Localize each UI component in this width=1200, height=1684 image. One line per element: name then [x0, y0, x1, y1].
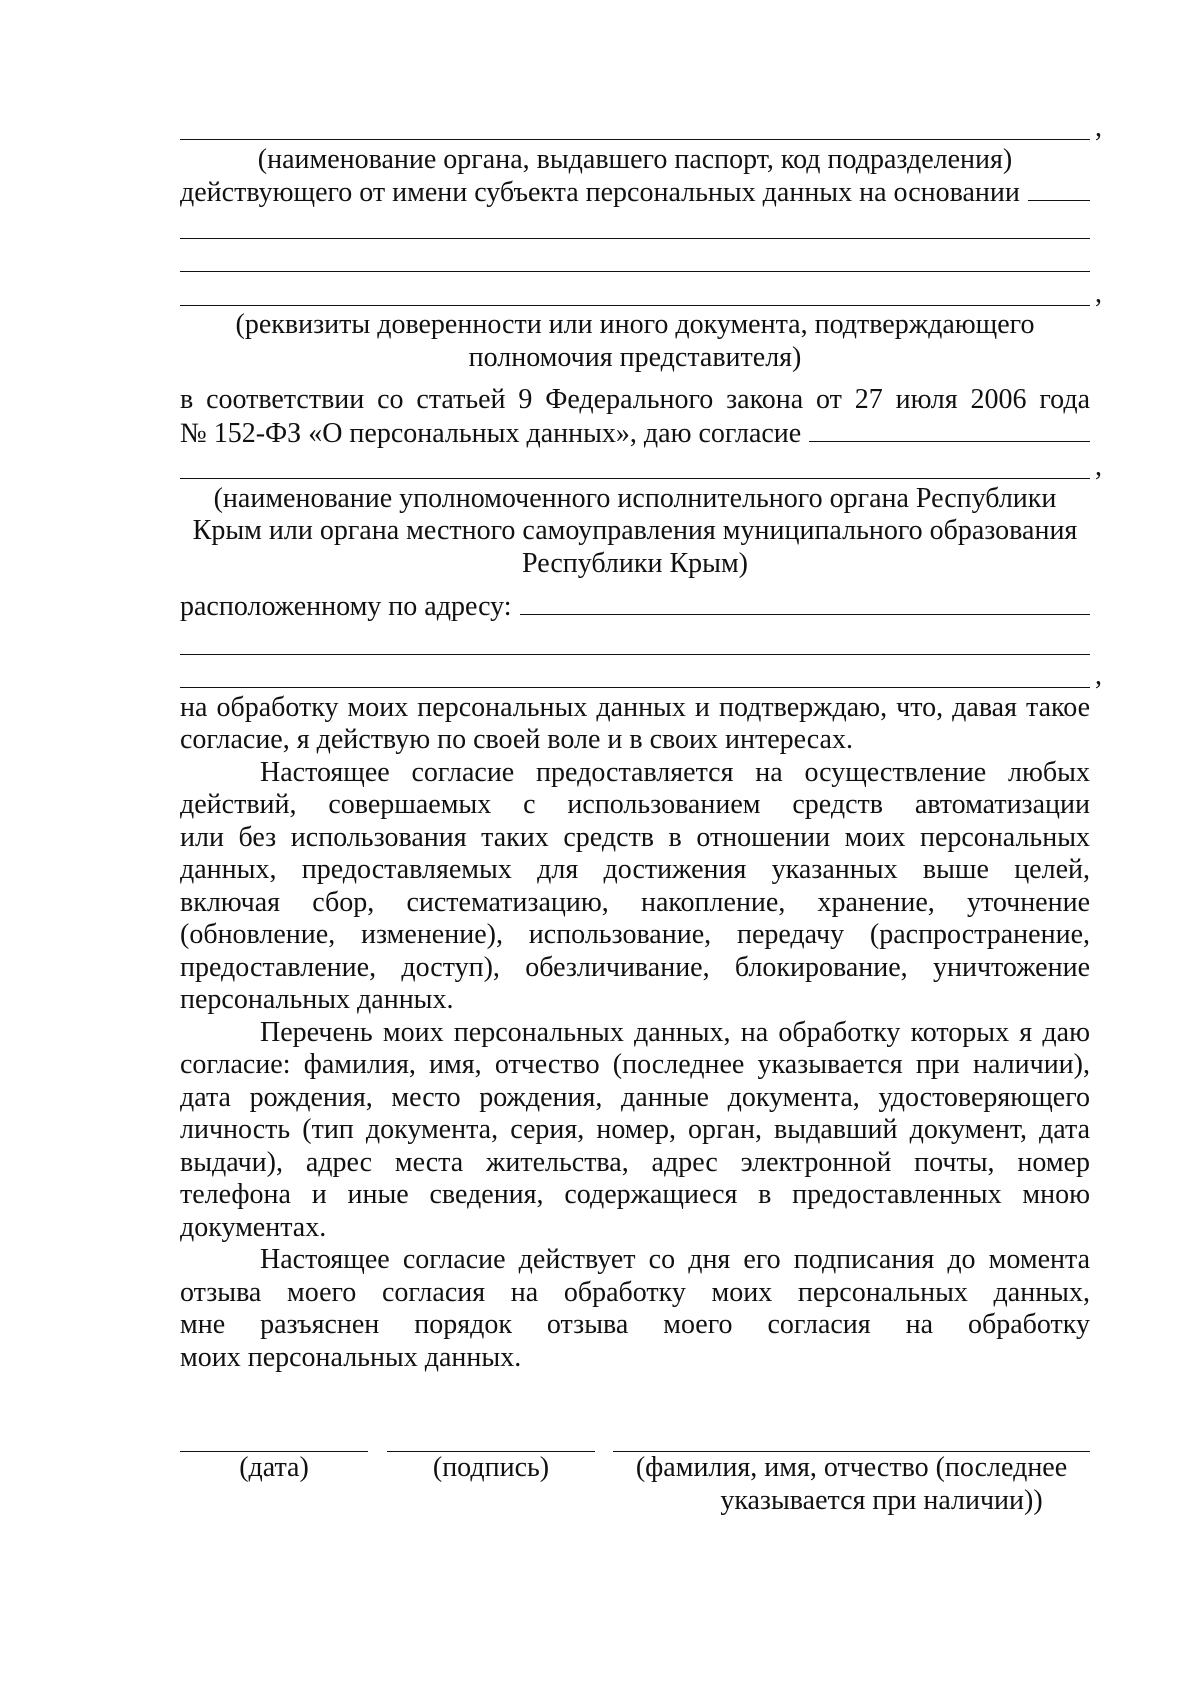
body-p2-line-3: или без использования таких средств в отношении моих персональных	[180, 821, 1090, 853]
body-p3-line-4: личность (тип документа, серия, номер, орган, выдавший документ, дата	[180, 1114, 1090, 1145]
body-p4-line-1: Настоящее согласие действует со дня его подписания до момента	[260, 1244, 1090, 1275]
authority-caption-1: (наименование уполномоченного исполнительного органа Республики	[213, 482, 1057, 514]
power-of-attorney-blank-3[interactable]	[180, 276, 1102, 309]
body-p1-line-1: на обработку моих персональных данных и подтверждаю, что, давая такое	[180, 691, 1090, 723]
acting-basis-blank[interactable]	[1028, 176, 1090, 201]
consent-given-label: № 152-ФЗ «О персональных данных», даю согласие	[180, 417, 802, 449]
authority-name-blank-1[interactable]	[809, 417, 1090, 442]
authority-caption-3: Республики Крым)	[522, 547, 748, 579]
acting-basis-label: действующего от имени субъекта персональных данных на основании	[180, 177, 1020, 208]
address-blank-2[interactable]	[180, 625, 1090, 655]
authority-name-blank-2[interactable]	[180, 449, 1102, 482]
body-p3-line-6: телефона и иные сведения, содержащиеся в предоставленных мною	[180, 1179, 1090, 1210]
address-blank-3[interactable]	[180, 658, 1102, 691]
authority-caption-2: Крым или органа местного самоуправления муниципального образования	[192, 515, 1078, 546]
address-label: расположенному по адресу:	[180, 591, 512, 622]
signature-caption: (подпись)	[432, 1452, 550, 1483]
rule-comma: ,	[1095, 277, 1102, 309]
consent-given-line	[180, 417, 1090, 450]
power-of-attorney-caption-2: полномочия представителя)	[468, 341, 802, 373]
body-p2-line-2: действий, совершаемых с использованием средств автоматизации	[180, 789, 1090, 820]
body-p2-line-8: персональных данных.	[180, 984, 454, 1015]
body-p3-line-7: документах.	[180, 1211, 327, 1243]
body-p2-line-7: предоставление, доступ), обезличивание, блокирование, уничтожение	[180, 951, 1090, 983]
body-p2-line-1: Настоящее согласие предоставляется на осуществление любых	[260, 756, 1090, 788]
power-of-attorney-blank-1[interactable]	[180, 209, 1090, 239]
power-of-attorney-blank-2[interactable]	[180, 242, 1090, 272]
consent-form-page	[180, 110, 1102, 1522]
passport-issuer-blank[interactable]	[180, 110, 1102, 143]
full-name-caption-line-1: (фамилия, имя, отчество (последнее	[635, 1452, 1068, 1483]
full-name-caption	[613, 1452, 1090, 1517]
body-p2-line-4: данных, предоставляемых для достижения указанных выше целей,	[180, 854, 1090, 885]
rule-comma: ,	[1095, 112, 1102, 143]
rule-comma: ,	[1095, 451, 1102, 482]
body-p4-line-2: отзыва моего согласия на обработку моих персональных данных,	[180, 1276, 1090, 1308]
address-blank-1[interactable]	[520, 590, 1090, 615]
passport-issuer-caption: (наименование органа, выдавшего паспорт, код подразделения)	[257, 143, 1013, 175]
rule-comma: ,	[1095, 660, 1102, 691]
acting-basis-line	[180, 176, 1090, 209]
full-name-caption-line-2: указывается при наличии))	[720, 1484, 1043, 1516]
body-p3-line-3: дата рождения, место рождения, данные документа, удостоверяющего	[180, 1081, 1090, 1113]
date-caption: (дата)	[239, 1452, 309, 1483]
body-p4-line-3: мне разъяснен порядок отзыва моего согласия на обработку	[180, 1309, 1090, 1340]
body-p1-line-2: согласие, я действую по своей воле и в своих интересах.	[180, 724, 853, 755]
signature-row	[180, 1392, 1090, 1452]
body-p2-line-5: включая сбор, систематизацию, накопление, хранение, уточнение	[180, 886, 1090, 918]
signature-captions	[180, 1452, 1090, 1522]
body-p3-line-1: Перечень моих персональных данных, на обработку которых я даю	[260, 1016, 1090, 1048]
body-p4-line-4: моих персональных данных.	[180, 1341, 522, 1373]
body-p2-line-6: (обновление, изменение), использование, передачу (распространение,	[180, 919, 1090, 950]
power-of-attorney-caption-1: (реквизиты доверенности или иного документа, подтверждающего	[235, 309, 1035, 340]
law-reference-line-1: в соответствии со статьей 9 Федерального закона от 27 июля 2006 года	[180, 384, 1090, 415]
address-line	[180, 590, 1090, 623]
body-p3-line-2: согласие: фамилия, имя, отчество (последнее указывается при наличии),	[180, 1049, 1090, 1080]
body-p3-line-5: выдачи), адрес места жительства, адрес электронной почты, номер	[180, 1146, 1090, 1178]
